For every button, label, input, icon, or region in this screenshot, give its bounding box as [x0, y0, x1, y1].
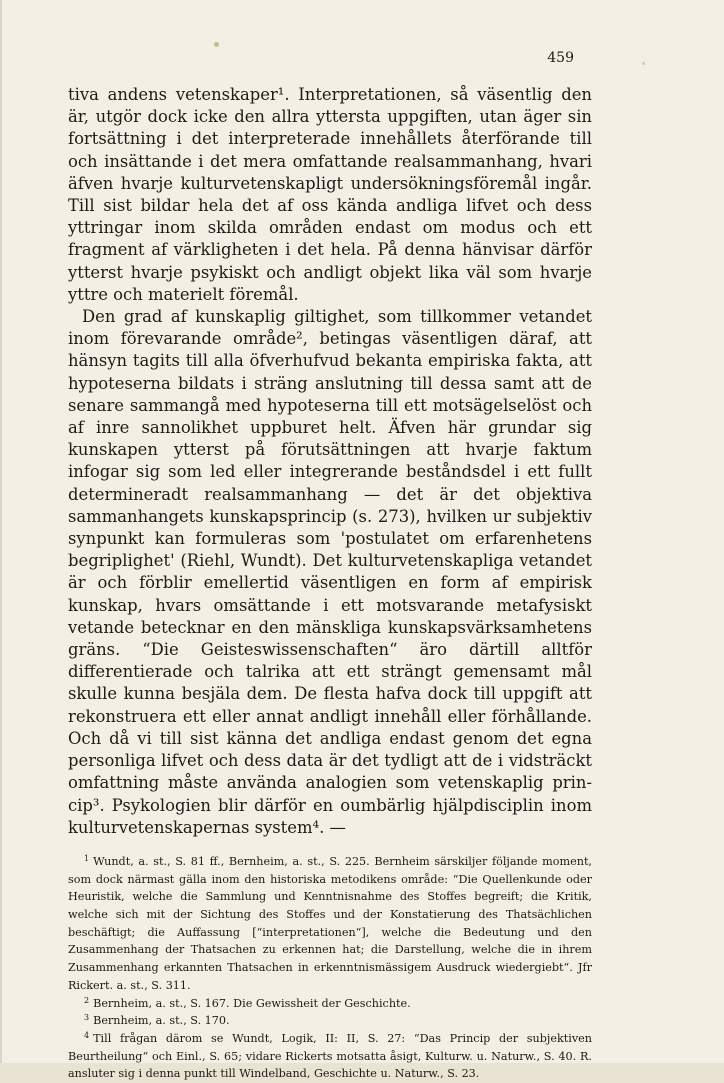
paragraph-2: Den grad af kunskaplig giltighet, som tillkommer vetandet inom förevarande område², betingas väsentligen däraf, att hänsyn tagits till alla öfverhufvud bekanta empiriska fakta, att hypoteserna bildats i sträng anslutning till dessa samt att de senare sammangå med hypoteserna till ett motsägelselöst och af inre sannolikhet uppburet helt. Äfven här grundar sig kunskapen ytterst på förutsättningen att hvarje faktum infogar sig som led eller integrerande beståndsdel i ett fullt determineradt realsammanhang — det är det objektiva sammanhangets kunskapsprincip (s. 273), hvilken ur subjektiv synpunkt kan formuleras som 'postulatet om erfarenhetens begriplighet' (Riehl, Wundt). Det kulturvetenskapliga vetandet är och förblir emellertid väsentligen en form af empirisk kunskap, hvars omsättande i ett motsvarande metafysiskt vetande betecknar en den mänskliga kunskapsvärksamhetens gräns. “Die Geisteswissenschaften“ äro därtill alltför differentierade och talrika att ett strängt gemensamt mål skulle kunna besjäla dem. De flesta hafva dock till uppgift att rekonstruera ett eller annat andligt innehåll eller förhållande. Och då vi till sist känna det andliga endast genom det egna personliga lifvet och dess data är det tydligt att de i vidsträckt omfattning måste använda analogien som vetenskaplig princip³. Psykologien blir därför en oumbärlig hjälpdisciplin inom kulturvetenskapernas system⁴. —: [68, 307, 592, 837]
footnote-1: [68, 853, 592, 995]
footnote-text: Bernheim, a. st., S. 170.: [93, 1014, 230, 1028]
footnote-text: Wundt, a. st., S. 81 ff., Bernheim, a. st., S. 225. Bernheim särskiljer följande moment, som dock närmast gälla inom den historiska metodikens område: “Die Quellenkunde oder Heuristik, welche die Sammlung und Kenntnisnahme des Stoffes begreift; die Kritik, welche sich mit der Sichtung des Stoffes und der Konstatierung des Thatsächlichen beschäftigt; die Auffassung [“interpretationen“], welche die Bedeutung und den Zusammenhang der Thatsachen zu erkennen hat; die Darstellung, welche die in ihrem Zusammenhang erkannten Thatsachen in erkenntnismässigem Ausdruck wiedergiebt“. Jfr Rickert. a. st., S. 311.: [68, 854, 592, 992]
footnote-mark: 2: [84, 995, 90, 1005]
footnote-4: [68, 1030, 592, 1083]
footnote-mark: 1: [84, 853, 90, 863]
footnote-2: [68, 995, 592, 1013]
footnote-text: Till frågan därom se Wundt, Logik, II: II, S. 27: “Das Princip der subjektiven Beurtheilung“ och Einl., S. 65; vidare Rickerts motsatta åsigt, Kulturw. u. Naturw., S. 40. R. ansluter sig i denna punkt till Windelband, Geschichte u. Naturw., S. 23.: [68, 1031, 592, 1081]
paper-speck: [214, 42, 219, 47]
footnote-mark: 4: [84, 1030, 90, 1040]
page-number: 459: [547, 50, 574, 66]
paragraph-1: tiva andens vetenskaper¹. Interpretationen, så väsentlig den är, utgör dock icke den allra yttersta uppgiften, utan äger sin fortsättning i det interpreterade innehållets återförande till och insättande i det mera omfattande realsammanhang, hvari äfven hvarje kulturvetenskapligt undersökningsföremål ingår. Till sist bildar hela det af oss kända andliga lifvet och dess yttringar inom skilda områden endast om modus och ett fragment af värkligheten i det hela. På denna hänvisar därför ytterst hvarje psykiskt och andligt objekt lika väl som hvarje yttre och materielt föremål.: [68, 85, 592, 304]
footnote-3: [68, 1012, 592, 1030]
paper-speck: [642, 62, 645, 65]
footnote-mark: 3: [84, 1013, 90, 1023]
footnote-text: Bernheim, a. st., S. 167. Die Gewissheit der Geschichte.: [93, 996, 411, 1010]
main-text: [68, 84, 592, 1083]
footnotes: [68, 853, 592, 1083]
